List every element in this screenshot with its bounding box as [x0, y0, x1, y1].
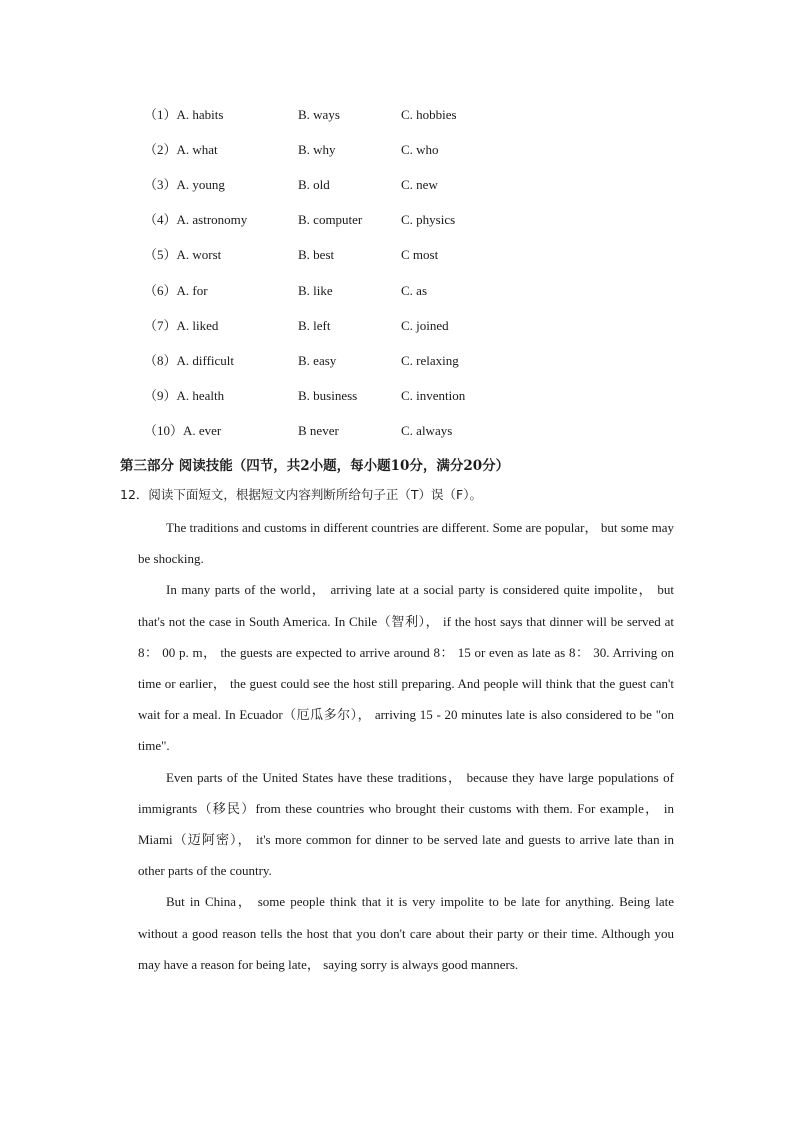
option-number: （7）A. [144, 318, 190, 333]
option-a-text: ever [198, 423, 222, 438]
option-c: C. joined [401, 318, 449, 333]
option-number: （8）A. [144, 353, 190, 368]
option-b: B. why [298, 142, 336, 157]
option-a [144, 245, 221, 265]
reading-passage [138, 512, 674, 980]
option-a-text: astronomy [192, 212, 248, 227]
option-c: C. as [401, 283, 427, 298]
option-b: B. old [298, 177, 330, 192]
option-number: （3）A. [144, 177, 190, 192]
option-c: C. relaxing [401, 353, 459, 368]
option-number: （10）A. [144, 423, 196, 438]
option-c: C most [401, 247, 439, 262]
option-number: （9）A. [144, 388, 190, 403]
option-a-text: young [192, 177, 225, 192]
option-a [144, 210, 247, 230]
passage-paragraph: Even parts of the United States have these traditions， because they have large populations of immigrants（移民）from these countries who brought their customs with them. For example， in Miami（迈阿密）， it's more common for dinner to be served late and guests to arrive late than in other parts of the country. [138, 769, 674, 879]
option-c: C. hobbies [401, 107, 457, 122]
section-title: 第三部分 阅读技能（四节，共2小题，每小题10分，满分20分） [120, 458, 510, 474]
option-a-text: what [192, 142, 218, 157]
option-a [144, 281, 208, 301]
option-a [144, 316, 218, 336]
option-b: B. left [298, 318, 331, 333]
option-number: （1）A. [144, 107, 190, 122]
option-a [144, 140, 218, 160]
option-number: （6）A. [144, 283, 190, 298]
passage-paragraph: The traditions and customs in different countries are different. Some are popular， but some may be shocking. [138, 520, 674, 567]
option-c: C. always [401, 423, 453, 438]
option-b: B. best [298, 247, 335, 262]
option-b: B. computer [298, 212, 363, 227]
option-a-text: difficult [192, 353, 235, 368]
option-number: （2）A. [144, 142, 190, 157]
option-a-text: health [192, 388, 225, 403]
option-a-text: for [192, 283, 208, 298]
option-a-text: liked [192, 318, 219, 333]
option-a [144, 351, 234, 371]
option-a [144, 421, 221, 441]
option-a-text: worst [192, 247, 222, 262]
option-a [144, 386, 224, 406]
option-b: B. like [298, 283, 333, 298]
passage-paragraph: But in China， some people think that it is very impolite to be late for anything. Being late without a good reason tells the host that you don't care about their party or their time. Although you may have a reason for being late， saying sorry is always good manners. [138, 894, 674, 972]
option-b: B never [298, 423, 339, 438]
option-b: B. ways [298, 107, 340, 122]
option-c: C. invention [401, 388, 466, 403]
question-instruction: 12．阅读下面短文，根据短文内容判断所给句子正（T）误（F）。 [120, 487, 482, 502]
option-c: C. physics [401, 212, 456, 227]
option-number: （5）A. [144, 247, 190, 262]
option-a [144, 105, 223, 125]
option-a-text: habits [192, 107, 224, 122]
option-number: （4）A. [144, 212, 190, 227]
option-b: B. easy [298, 353, 337, 368]
passage-paragraph: In many parts of the world， arriving late at a social party is considered quite impolite， but that's not the case in South America. In Chile（智利）， if the host says that dinner will be served at 8： 00 p. m， the guests are expected to arrive around 8： 15 or even as late as 8： 30. Arriving on time or earlier， the guest could see the host still preparing. And people will think that the guest can't wait for a meal. In Ecuador（厄瓜多尔）， arriving 15 - 20 minutes late is also considered to be "on time". [138, 582, 674, 754]
option-c: C. new [401, 177, 438, 192]
option-b: B. business [298, 388, 358, 403]
option-a [144, 175, 225, 195]
option-c: C. who [401, 142, 439, 157]
